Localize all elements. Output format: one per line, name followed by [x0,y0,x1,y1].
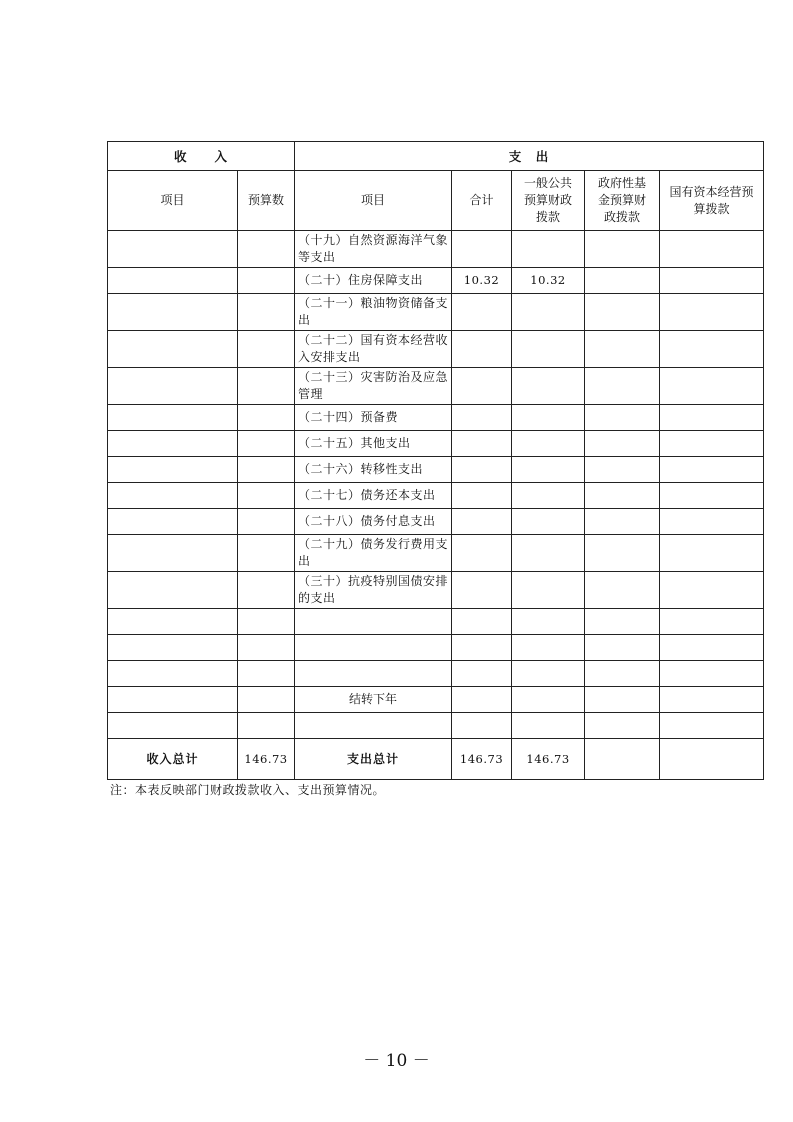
gov-fund-cell [585,431,660,457]
gov-fund-cell [585,572,660,609]
income-budget-cell [238,535,295,572]
total-cell [452,687,512,713]
gov-fund-cell [585,268,660,294]
general-public-total: 146.73 [512,739,585,780]
income-budget-cell [238,231,295,268]
income-budget-cell [238,687,295,713]
col-state-capital: 国有资本经营预算拨款 [660,171,764,231]
income-item-cell [108,268,238,294]
table-row [108,405,764,431]
total-cell [452,483,512,509]
state-capital-cell [660,535,764,572]
gov-fund-cell [585,368,660,405]
total-cell [452,457,512,483]
income-item-cell [108,294,238,331]
gov-fund-cell [585,483,660,509]
general-public-cell [512,509,585,535]
total-cell: 10.32 [452,268,512,294]
table-row [108,609,764,635]
col-income-budget: 预算数 [238,171,295,231]
total-cell [452,294,512,331]
income-item-cell [108,368,238,405]
general-public-cell [512,368,585,405]
expense-item-cell: （二十一）粮油物资储备支出 [295,294,452,331]
table-row [108,431,764,457]
income-budget-cell [238,713,295,739]
state-capital-cell [660,635,764,661]
table-row [108,268,764,294]
expense-total-label: 支出总计 [295,739,452,780]
header-row-top [108,142,764,171]
general-public-cell [512,457,585,483]
table-row [108,635,764,661]
income-budget-cell [238,483,295,509]
state-capital-cell [660,609,764,635]
state-capital-cell [660,231,764,268]
state-capital-cell [660,483,764,509]
table-row [108,687,764,713]
income-budget-cell [238,405,295,431]
income-item-cell [108,457,238,483]
general-public-cell [512,713,585,739]
table-row [108,661,764,687]
gov-fund-total [585,739,660,780]
table-row [108,231,764,268]
income-item-cell [108,661,238,687]
gov-fund-cell [585,294,660,331]
gov-fund-cell [585,535,660,572]
col-expense-item: 项目 [295,171,452,231]
total-cell [452,368,512,405]
total-cell [452,431,512,457]
total-cell [452,635,512,661]
gov-fund-cell [585,509,660,535]
general-public-cell [512,483,585,509]
gov-fund-cell [585,457,660,483]
income-item-cell [108,535,238,572]
state-capital-cell [660,331,764,368]
table-row [108,713,764,739]
state-capital-cell [660,294,764,331]
income-header: 收 入 [108,142,295,171]
state-capital-cell [660,509,764,535]
gov-fund-cell [585,331,660,368]
expense-item-cell: （二十九）债务发行费用支出 [295,535,452,572]
income-budget-cell [238,661,295,687]
general-public-cell [512,231,585,268]
expense-item-cell: （二十四）预备费 [295,405,452,431]
gov-fund-cell [585,609,660,635]
table-row [108,368,764,405]
gov-fund-cell [585,405,660,431]
total-cell [452,713,512,739]
income-budget-cell [238,635,295,661]
table-row [108,331,764,368]
expense-item-cell: （二十六）转移性支出 [295,457,452,483]
income-item-cell [108,572,238,609]
total-cell [452,661,512,687]
page-number: － 10 － [363,1051,430,1071]
expense-item-cell: （三十）抗疫特别国债安排的支出 [295,572,452,609]
col-general-public: 一般公共预算财政拨款 [512,171,585,231]
general-public-cell: 10.32 [512,268,585,294]
general-public-cell [512,405,585,431]
state-capital-cell [660,405,764,431]
expense-item-cell [295,635,452,661]
general-public-cell [512,687,585,713]
income-budget-cell [238,294,295,331]
income-total-label: 收入总计 [108,739,238,780]
total-cell [452,535,512,572]
income-budget-cell [238,268,295,294]
state-capital-cell [660,661,764,687]
state-capital-cell [660,431,764,457]
state-capital-total [660,739,764,780]
income-budget-cell [238,368,295,405]
general-public-cell [512,661,585,687]
table-note: 注：本表反映部门财政拨款收入、支出预算情况。 [110,783,386,797]
state-capital-cell [660,368,764,405]
income-item-cell [108,483,238,509]
expense-item-cell [295,609,452,635]
state-capital-cell [660,572,764,609]
expense-header: 支 出 [295,142,764,171]
gov-fund-cell [585,661,660,687]
budget-table [107,141,764,780]
income-budget-cell [238,609,295,635]
gov-fund-cell [585,231,660,268]
table-row [108,535,764,572]
state-capital-cell [660,687,764,713]
expense-item-cell: 结转下年 [295,687,452,713]
state-capital-cell [660,457,764,483]
income-item-cell [108,331,238,368]
general-public-cell [512,331,585,368]
total-cell [452,331,512,368]
gov-fund-cell [585,635,660,661]
col-total: 合计 [452,171,512,231]
income-item-cell [108,231,238,268]
general-public-cell [512,572,585,609]
table-row [108,294,764,331]
income-item-cell [108,713,238,739]
income-total-value: 146.73 [238,739,295,780]
total-cell [452,609,512,635]
expense-item-cell: （二十五）其他支出 [295,431,452,457]
income-item-cell [108,609,238,635]
gov-fund-cell [585,713,660,739]
general-public-cell [512,635,585,661]
totals-row [108,739,764,780]
expense-item-cell: （二十二）国有资本经营收入安排支出 [295,331,452,368]
total-cell [452,405,512,431]
table-row [108,509,764,535]
expense-item-cell: （二十）住房保障支出 [295,268,452,294]
total-cell [452,231,512,268]
total-cell [452,509,512,535]
income-budget-cell [238,331,295,368]
income-item-cell [108,431,238,457]
income-budget-cell [238,431,295,457]
general-public-cell [512,294,585,331]
income-budget-cell [238,509,295,535]
table-row [108,457,764,483]
total-cell [452,572,512,609]
expense-item-cell [295,661,452,687]
expense-item-cell: （十九）自然资源海洋气象等支出 [295,231,452,268]
general-public-cell [512,535,585,572]
expense-item-cell: （二十三）灾害防治及应急管理 [295,368,452,405]
state-capital-cell [660,713,764,739]
income-budget-cell [238,457,295,483]
col-gov-fund: 政府性基金预算财政拨款 [585,171,660,231]
expense-item-cell [295,713,452,739]
header-row-columns [108,171,764,231]
table-row [108,483,764,509]
income-item-cell [108,687,238,713]
expense-total-value: 146.73 [452,739,512,780]
income-budget-cell [238,572,295,609]
general-public-cell [512,431,585,457]
income-item-cell [108,635,238,661]
income-item-cell [108,405,238,431]
col-income-item: 项目 [108,171,238,231]
expense-item-cell: （二十七）债务还本支出 [295,483,452,509]
state-capital-cell [660,268,764,294]
general-public-cell [512,609,585,635]
table-row [108,572,764,609]
gov-fund-cell [585,687,660,713]
income-item-cell [108,509,238,535]
expense-item-cell: （二十八）债务付息支出 [295,509,452,535]
